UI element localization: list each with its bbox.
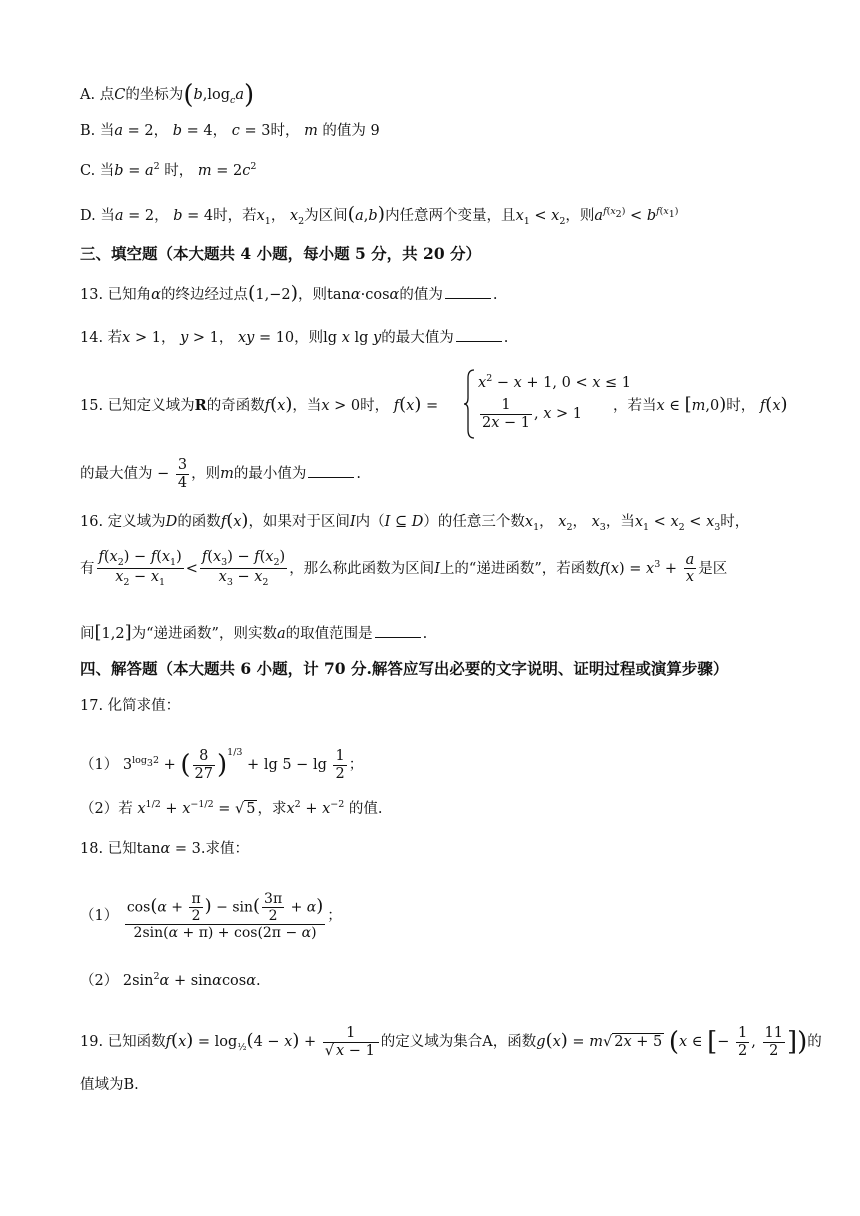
question-15-line2: 的最大值为 − $\frac{3}{4}$ ，则m的最小值为 . <box>80 457 361 491</box>
question-18-part2: （2） $2\sin^2\alpha + \sin\alpha\cos\alpha$. <box>80 971 261 989</box>
case-1: $x^2 - x + 1$, 0 < x ≤ 1 <box>478 373 631 391</box>
option-d: D. 当a = 2， b = 4时，若$x_1$， $x_2$为区间(a,b)内任意两个变量，且$x_1 < x_2$，则$a^{f(x_2)} < b^{f(x_1)}$ <box>80 203 679 227</box>
answer-blank <box>445 286 491 299</box>
question-16-line2: 有 $\frac{f(x_2) - f(x_1)}{x_2 - x_1}$ < $\frac{f(x_3) - f(x_2)}{x_3 - x_2}$ ，那么称此函数为区间I上的“递进函数”，若函数$f(x) = x^3$ + $\frac{a}{x}$ 是区 <box>80 549 728 589</box>
question-18-part1: （1） cos(α + $\frac{\pi}{2}$ ) − sin( $\frac{3\pi}{2}$ + α) 2sin(α + π) + cos(2π − α) ； <box>80 891 342 941</box>
question-18: 18. 已知tanα = 3.求值： <box>80 841 249 857</box>
option-c: C. 当$b = a^2$ 时， $m = 2c^2$ <box>80 161 257 179</box>
left-brace <box>462 368 476 440</box>
answer-blank <box>456 329 502 342</box>
option-a-label: A. <box>80 87 96 103</box>
section-4-title: 四、解答题（本大题共 6 小题，计 70 分.解答应写出必要的文字说明、证明过程或演算步骤） <box>80 659 729 678</box>
question-17: 17. 化简求值： <box>80 698 181 714</box>
answer-blank <box>308 465 354 478</box>
answer-blank <box>375 625 421 638</box>
case-2: $\frac{1}{2x - 1}$ , x > 1 <box>482 397 583 431</box>
option-b: B. 当a = 2， b = 4， c = 3时， m 的值为 9 <box>80 123 380 139</box>
option-a: A. 点C的坐标为$(b,\log_ca)$ <box>80 80 255 110</box>
question-13: 13. 已知角α的终边经过点(1,−2)，则tanα·cosα的值为 . <box>80 282 498 304</box>
question-14: 14. 若x > 1， y > 1， xy = 10，则lg x lg y的最大值为 . <box>80 330 509 346</box>
section-3-title: 三、填空题（本大题共 4 小题，每小题 5 分，共 20 分） <box>80 244 482 263</box>
question-16: 16. 定义域为D的函数f(x)，如果对于区间I内（I ⊆ D）的任意三个数$x_1$， $x_2$， $x_3$，当$x_1 < x_2 < x_3$时， <box>80 510 750 533</box>
question-19-line2: 值域为B. <box>80 1077 139 1093</box>
question-15: 15. 已知定义域为R的奇函数f(x)，当x > 0时， f(x) = <box>80 394 439 415</box>
question-19: 19. 已知函数$f(x) = \log_{\frac{1}{2}}(4 - x)$ + $\frac{1}{√ x - 1}$ 的定义域为集合A，函数g(x) = m√ 2x + 5 (x ∈ [− $\frac{1}{2}$ , $\frac{11}{2}$ ])的 <box>80 1025 822 1059</box>
question-16-line3: 间[1,2]为“递进函数”，则实数a的取值范围是 . <box>80 622 428 643</box>
question-17-part1: （1） $3^{log_32}$ + ( $\frac{8}{27}$ )$^{1/3}$ + lg 5 − lg $\frac{1}{2}$ ； <box>80 747 364 782</box>
question-15-tail: ，若当x ∈ [m,0)时， f(x) <box>613 394 788 415</box>
question-17-part2: （2）若 $x^{1/2} + x^{-1/2}$ = √ 5 ，求$x^2 + x^{-2}$ 的值. <box>80 799 383 817</box>
